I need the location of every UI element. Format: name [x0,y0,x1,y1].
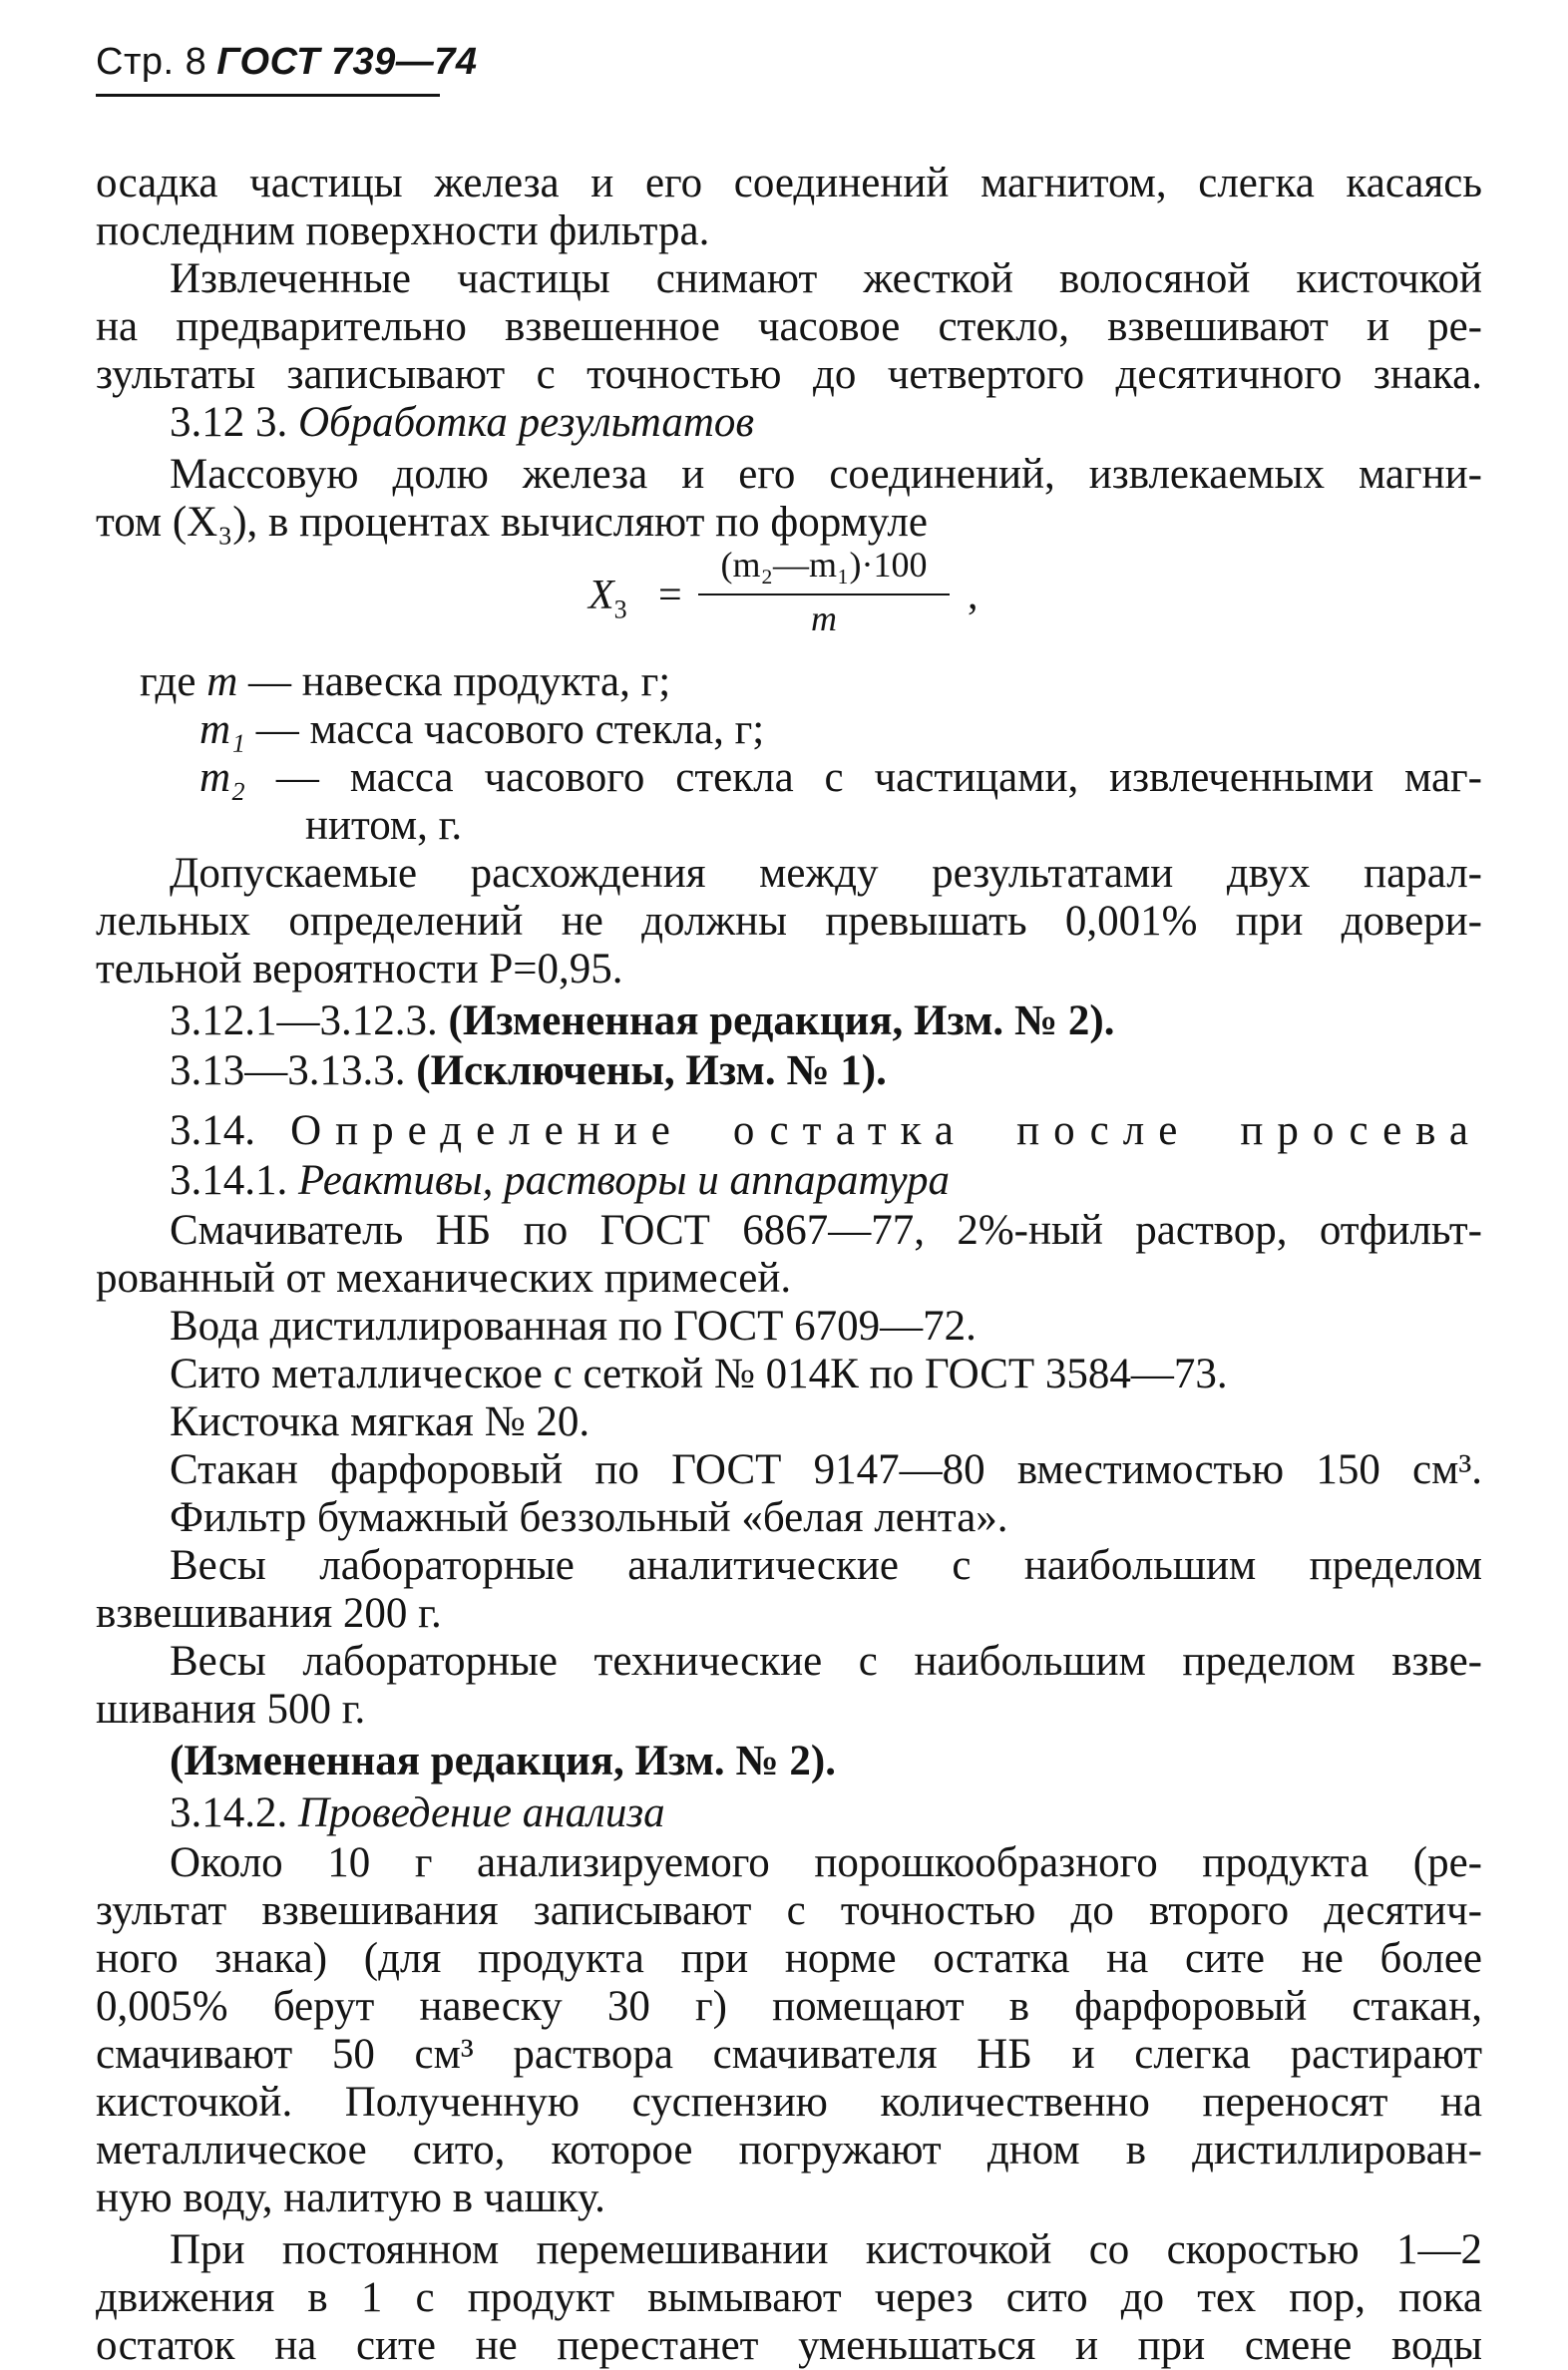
formula-lhs: $X_3$ [588,573,627,624]
analysis-line: зультат взвешивания записывают с точностью до второго десятич- [96,1887,1482,1934]
formula-numerator: (m₂—m₁)·100 [720,545,928,585]
analysis-line: движения в 1 с продукт вымывают через сито до тех пор, пока [96,2274,1482,2321]
subsection-number: 3.14.2. [170,1789,288,1836]
formula-comma: , [968,573,979,618]
where-word: где [140,658,196,705]
definition-m2-cont: нитом, г. [305,802,463,849]
subsection-heading [170,1157,1482,1205]
reagent-line: Вода дистиллированная по ГОСТ 6709—72. [170,1303,977,1350]
text-line: лельных определений не должны превышать 0,001% при довери- [96,898,1482,945]
subsection-number: 3.12 3. [170,399,288,446]
text-line: зультаты записывают с точностью до четвертого десятичного знака. [96,351,1482,398]
analysis-line: При постоянном перемешивании кисточкой со скоростью 1—2 [170,2226,1482,2273]
definition-text: — масса часового стекла, г; [255,706,765,753]
amendment-range: 3.12.1—3.12.3. [170,997,438,1044]
symbol-m: m [206,658,238,705]
text-line: Извлеченные частицы снимают жесткой волосяной кисточкой [170,255,1482,302]
section-number: 3.14. [170,1107,255,1154]
subsection-heading [170,1789,1482,1837]
symbol-m2: m₂ [199,754,246,801]
definition-text: — навеска продукта, г; [248,658,671,705]
reagent-line: Сито металлическое с сеткой № 014К по ГОСТ 3584—73. [170,1351,1228,1397]
reagent-line: Смачиватель НБ по ГОСТ 6867—77, 2%-ный раствор, отфильт- [170,1207,1482,1254]
analysis-line: металлическое сито, которое погружают дном в дистиллирован- [96,2127,1482,2173]
analysis-line: смачивают 50 см³ раствора смачивателя НБ и слегка растирают [96,2031,1482,2078]
text-line: том (X₃), в процентах вычисляют по формуле [96,499,928,546]
subsection-number: 3.14.1. [170,1157,288,1204]
page-number: Стр. 8 [96,41,207,83]
definition-m1 [199,706,764,754]
standard-number: ГОСТ 739—74 [216,41,478,83]
subsection-title: Проведение анализа [298,1789,665,1836]
section-title: Определение остатка после просева [290,1107,1482,1154]
fraction-bar [698,593,950,595]
reagent-line: Кисточка мягкая № 20. [170,1398,590,1445]
reagent-line: шивания 500 г. [96,1686,366,1733]
reagent-line: Стакан фарфоровый по ГОСТ 9147—80 вместимостью 150 см³. [170,1446,1482,1493]
formula-equals: = [658,573,682,618]
amendment-note [170,1047,1482,1095]
analysis-line: ного знака) (для продукта при норме остатка на сите не более [96,1935,1482,1982]
reagent-line: Весы лабораторные технические с наибольшим пределом взве- [170,1638,1482,1685]
reagent-line: Весы лабораторные аналитические с наибольшим пределом [170,1542,1482,1589]
text-line: Массовую долю железа и его соединений, извлекаемых магни- [170,451,1482,498]
section-heading [170,1107,1482,1155]
subsection-title: Реактивы, растворы и аппаратура [298,1157,950,1204]
symbol-m1: m₁ [199,706,246,753]
text-line: тельной вероятности P=0,95. [96,946,623,992]
analysis-line: остаток на сите не перестанет уменьшаться и при смене воды [96,2322,1482,2369]
amendment-text: (Измененная редакция, Изм. № 2). [448,997,1115,1044]
analysis-line: кисточкой. Полученную суспензию количественно переносят на [96,2079,1482,2126]
subsection-heading [170,399,1482,447]
analysis-line: Около 10 г анализируемого порошкообразного продукта (ре- [170,1839,1482,1886]
formula-denominator: m [811,598,837,638]
definition-text: — масса часового стекла с частицами, извлеченными маг- [275,754,1483,801]
amendment-range: 3.13—3.13.3. [170,1047,406,1094]
definition-m [140,658,670,706]
reagent-line: Фильтр бумажный беззольный «белая лента». [170,1494,1008,1541]
text-line: Допускаемые расхождения между результатами двух парал- [170,850,1482,897]
amendment-note: (Измененная редакция, Изм. № 2). [170,1738,836,1784]
analysis-line: ную воду, налитую в чашку. [96,2174,605,2221]
text-line: на предварительно взвешенное часовое стекло, взвешивают и ре- [96,303,1482,350]
reagent-line: взвешивания 200 г. [96,1590,442,1637]
text-line: последним поверхности фильтра. [96,207,710,254]
amendment-note [170,997,1482,1045]
amendment-text: (Исключены, Изм. № 1). [416,1047,887,1094]
subsection-title: Обработка результатов [298,399,755,446]
text-line: осадка частицы железа и его соединений магнитом, слегка касаясь [96,160,1482,206]
page-header [96,40,478,84]
analysis-line: 0,005% берут навеску 30 г) помещают в фарфоровый стакан, [96,1983,1482,2030]
header-rule [96,94,440,97]
reagent-line: рованный от механических примесей. [96,1255,792,1302]
definition-m2 [199,754,1482,802]
